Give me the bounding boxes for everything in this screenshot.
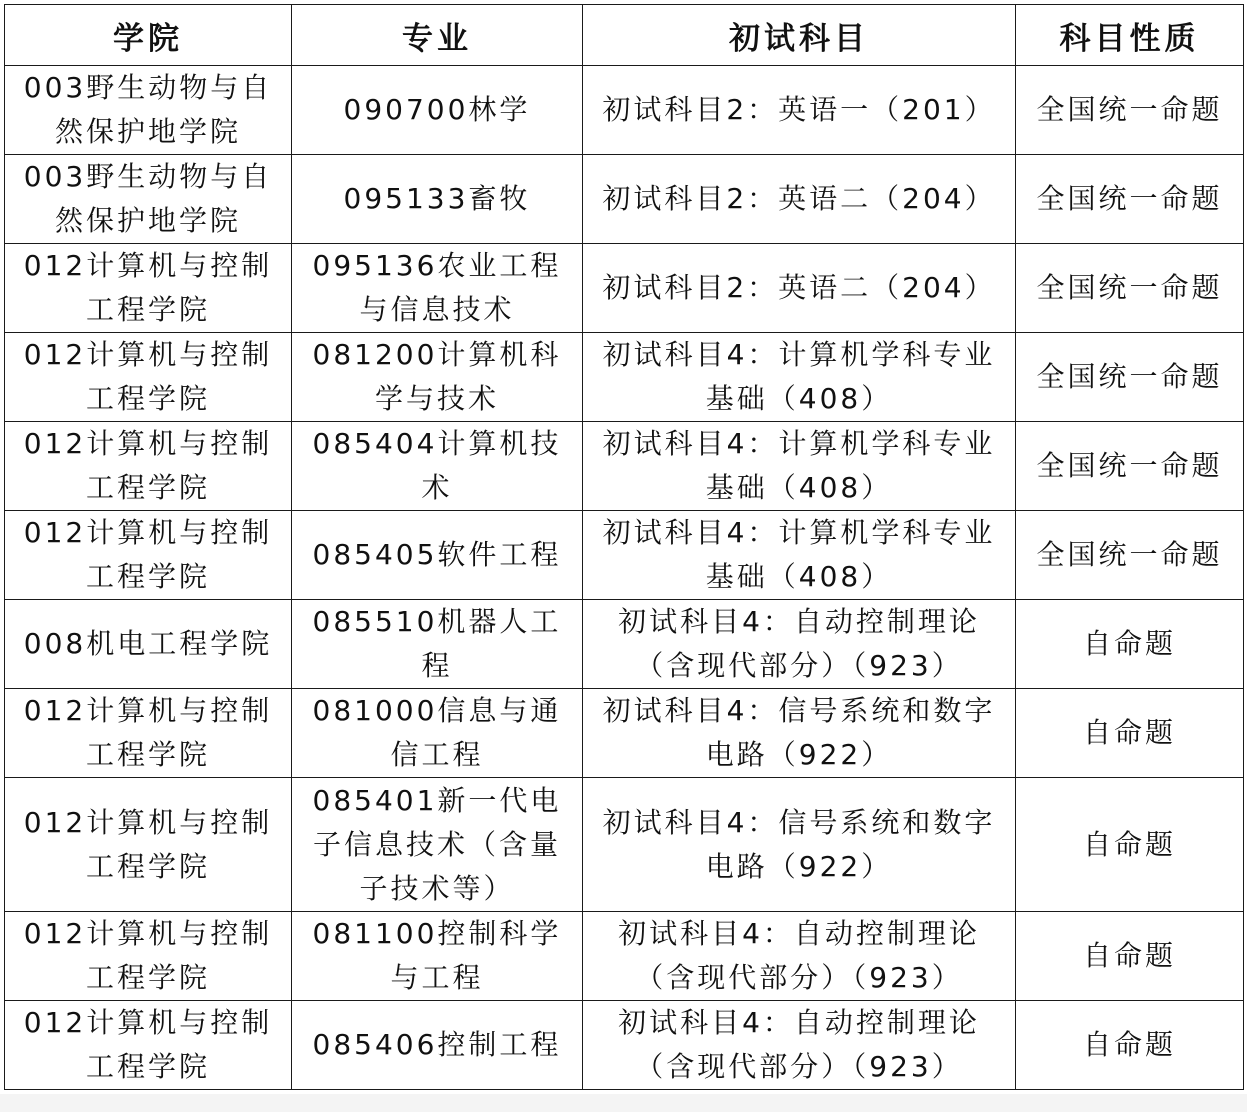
- header-row: [5, 5, 1244, 66]
- subject-cell: 初试科目4：自动控制理论（含现代部分）（923）: [583, 1001, 1016, 1090]
- subject-cell: 初试科目4：信号系统和数字电路（922）: [583, 689, 1016, 778]
- major-cell: 095133畜牧: [292, 155, 583, 244]
- college-cell: 008机电工程学院: [5, 600, 292, 689]
- subject-cell: 初试科目4：计算机学科专业基础（408）: [583, 511, 1016, 600]
- table-row: [5, 66, 1244, 155]
- table-row: [5, 600, 1244, 689]
- subject-cell: 初试科目4：信号系统和数字电路（922）: [583, 778, 1016, 912]
- header-subject: 初试科目: [583, 5, 1016, 66]
- college-cell: 012计算机与控制工程学院: [5, 333, 292, 422]
- nature-cell: 全国统一命题: [1016, 244, 1244, 333]
- major-cell: 085510机器人工程: [292, 600, 583, 689]
- nature-cell: 全国统一命题: [1016, 66, 1244, 155]
- table-row: [5, 511, 1244, 600]
- subject-cell: 初试科目2：英语二（204）: [583, 155, 1016, 244]
- college-cell: 012计算机与控制工程学院: [5, 1001, 292, 1090]
- major-cell: 081100控制科学与工程: [292, 912, 583, 1001]
- subject-cell: 初试科目2：英语一（201）: [583, 66, 1016, 155]
- major-cell: 085401新一代电子信息技术（含量子技术等）: [292, 778, 583, 912]
- subject-cell: 初试科目4：计算机学科专业基础（408）: [583, 333, 1016, 422]
- table-row: [5, 244, 1244, 333]
- nature-cell: 全国统一命题: [1016, 511, 1244, 600]
- college-cell: 012计算机与控制工程学院: [5, 422, 292, 511]
- college-cell: 012计算机与控制工程学院: [5, 244, 292, 333]
- nature-cell: 全国统一命题: [1016, 155, 1244, 244]
- table-row: [5, 689, 1244, 778]
- header-nature: 科目性质: [1016, 5, 1244, 66]
- major-cell: 081000信息与通信工程: [292, 689, 583, 778]
- table-row: [5, 1001, 1244, 1090]
- header-major: 专业: [292, 5, 583, 66]
- subject-cell: 初试科目4：计算机学科专业基础（408）: [583, 422, 1016, 511]
- major-cell: 085404计算机技术: [292, 422, 583, 511]
- college-cell: 012计算机与控制工程学院: [5, 689, 292, 778]
- header-college: 学院: [5, 5, 292, 66]
- major-cell: 085406控制工程: [292, 1001, 583, 1090]
- nature-cell: 自命题: [1016, 778, 1244, 912]
- exam-subject-table: [4, 4, 1244, 1090]
- college-cell: 012计算机与控制工程学院: [5, 511, 292, 600]
- major-cell: 095136农业工程与信息技术: [292, 244, 583, 333]
- nature-cell: 全国统一命题: [1016, 422, 1244, 511]
- major-cell: 090700林学: [292, 66, 583, 155]
- major-cell: 081200计算机科学与技术: [292, 333, 583, 422]
- table-row: [5, 912, 1244, 1001]
- exam-subject-sheet: [4, 4, 1244, 1090]
- table-row: [5, 778, 1244, 912]
- table-row: [5, 422, 1244, 511]
- nature-cell: 全国统一命题: [1016, 333, 1244, 422]
- college-cell: 003野生动物与自然保护地学院: [5, 155, 292, 244]
- nature-cell: 自命题: [1016, 600, 1244, 689]
- table-row: [5, 333, 1244, 422]
- subject-cell: 初试科目4：自动控制理论（含现代部分）（923）: [583, 600, 1016, 689]
- major-cell: 085405软件工程: [292, 511, 583, 600]
- nature-cell: 自命题: [1016, 912, 1244, 1001]
- nature-cell: 自命题: [1016, 689, 1244, 778]
- subject-cell: 初试科目2：英语二（204）: [583, 244, 1016, 333]
- college-cell: 003野生动物与自然保护地学院: [5, 66, 292, 155]
- table-row: [5, 155, 1244, 244]
- college-cell: 012计算机与控制工程学院: [5, 778, 292, 912]
- college-cell: 012计算机与控制工程学院: [5, 912, 292, 1001]
- bottom-margin-strip: [0, 1094, 1247, 1112]
- subject-cell: 初试科目4：自动控制理论（含现代部分）（923）: [583, 912, 1016, 1001]
- nature-cell: 自命题: [1016, 1001, 1244, 1090]
